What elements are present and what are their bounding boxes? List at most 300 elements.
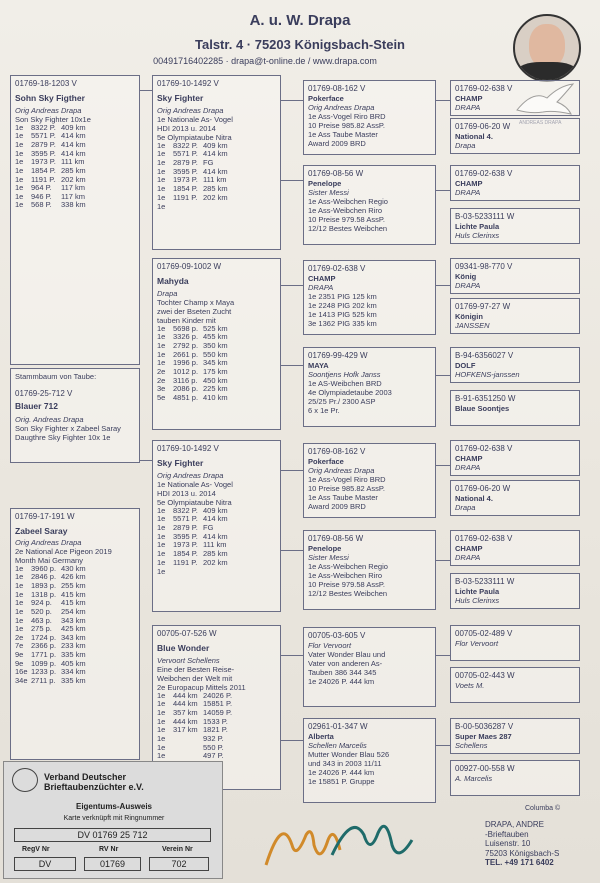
note: zwei der Bseten Zucht <box>157 306 232 316</box>
result-cell: 335 km <box>61 650 86 660</box>
connector <box>436 375 450 376</box>
result-cell: 414 km <box>203 531 228 541</box>
result-cell: 350 km <box>203 341 228 351</box>
owner: Huls Clerinxs <box>455 595 500 605</box>
result-cell: 1e <box>15 140 24 150</box>
result-cell <box>173 744 203 753</box>
ring-number: 01769-02-638 V <box>455 534 513 543</box>
great-grandparent-box <box>450 258 580 294</box>
results-list <box>157 325 276 403</box>
result-cell: 1e <box>15 183 24 193</box>
result-cell: 1724 p. <box>31 632 57 642</box>
note: 1e 24026 P. 444 km <box>308 767 375 777</box>
pigeon-name: Blaue Soontjes <box>455 403 510 413</box>
result-cell: 1e <box>157 548 166 558</box>
result-cell: 3960 p. <box>31 563 57 573</box>
association-logo-icon <box>12 768 38 792</box>
stammbaum-label: Stammbaum von Taube: <box>15 372 97 381</box>
pigeon-name: CHAMP <box>455 93 483 103</box>
result-cell: 2366 p. <box>31 641 57 651</box>
note: 1e Ass Taube Master <box>308 129 378 139</box>
result-cell: 1e <box>157 699 166 709</box>
result-cell: 5698 p. <box>173 323 199 333</box>
result-cell: 343 km <box>61 632 86 642</box>
col-value: 01769 <box>84 857 141 871</box>
owner: DRAPA <box>455 102 481 112</box>
result-cell: 285 km <box>203 183 228 193</box>
result-cell: 1e <box>157 733 166 743</box>
grandparent-box <box>303 443 436 518</box>
result-cell: 24026 P. <box>203 690 233 700</box>
parent-box-mahyda <box>152 258 281 430</box>
ring-number: B-03-5233111 W <box>455 577 515 586</box>
ring-number: B-91-6351250 W <box>455 394 516 403</box>
note: 10 Preise 985.82 AssP. <box>308 120 385 130</box>
great-grandparent-box <box>450 573 580 609</box>
result-cell: 1e <box>15 572 24 582</box>
pigeon-name: MAYA <box>308 360 329 370</box>
owner: Orig Andreas Drapa <box>308 102 375 112</box>
result-cell: 317 km <box>173 725 198 735</box>
footer-brand: Columba © <box>525 805 561 812</box>
pigeon-name: Alberta <box>308 731 334 741</box>
association-name <box>44 772 144 793</box>
result-cell: 345 km <box>203 358 228 368</box>
result-cell: 1099 p. <box>31 658 57 668</box>
col-header: RegV Nr <box>22 846 50 853</box>
connector <box>281 365 303 366</box>
note: 5e Olympiataube Nitra <box>157 132 232 142</box>
ring-number: 01769-25-712 V <box>15 389 73 398</box>
result-cell: 414 km <box>61 140 86 150</box>
great-grandparent-box <box>450 760 580 796</box>
pigeon-name: König <box>455 271 477 281</box>
result-cell: 414 km <box>61 148 86 158</box>
result-cell: 1e <box>15 131 24 141</box>
note: 1e Nationale As- Vogel <box>157 479 233 489</box>
note: 1e <box>157 202 166 212</box>
pigeon-name: Königin <box>455 311 483 321</box>
result-cell: 426 km <box>61 572 86 582</box>
owner: Orig Andreas Drapa <box>15 105 82 115</box>
note: 5e Olympiataube Nitra <box>157 497 232 507</box>
result-cell: 1e <box>15 148 24 158</box>
owner: DRAPA <box>455 462 481 472</box>
breeder-contact: 00491716402285 · drapa@t-online.de / www.drapa.com <box>153 56 377 66</box>
result-cell: 414 km <box>203 514 228 524</box>
owner: A. Marcelis <box>455 773 493 783</box>
col-value: DV <box>14 857 76 871</box>
ring-number: 00705-03-605 V <box>308 631 366 640</box>
ring-number: 00705-02-443 W <box>455 671 515 680</box>
note: 12/12 Bestes Weibchen <box>308 588 388 598</box>
result-cell: 5571 P. <box>31 131 56 141</box>
result-cell: 2e <box>157 366 166 376</box>
result-cell: 3e <box>157 384 166 394</box>
result-cell: 8322 P. <box>173 140 198 150</box>
grandparent-box <box>303 165 436 245</box>
note: 10 Preise 985.82 AssP. <box>308 483 385 493</box>
result-cell: 2879 P. <box>31 140 56 150</box>
result-cell: 111 km <box>61 157 85 167</box>
ring-number: 01769-18-1203 V <box>15 79 77 88</box>
parent-box-sky-fighter <box>152 75 281 250</box>
note: 1e 24026 P. 444 km <box>308 676 375 686</box>
result-cell: 1e <box>157 175 166 185</box>
result-cell: 463 p. <box>31 615 52 625</box>
result-cell: 5e <box>157 392 166 402</box>
connector <box>281 470 303 471</box>
portrait-image <box>513 14 581 82</box>
result-cell: 1893 p. <box>31 581 57 591</box>
result-cell: 1e <box>157 716 166 726</box>
result-cell: 334 km <box>61 667 86 677</box>
owner: Schellen Marcelis <box>308 740 367 750</box>
great-grandparent-box <box>450 625 580 661</box>
pigeon-name: DOLF <box>455 360 476 370</box>
result-cell: 924 p. <box>31 598 52 608</box>
address-line: 75203 Königsbach-S <box>485 848 560 858</box>
connector <box>281 550 303 551</box>
result-cell: 16e <box>15 667 28 677</box>
owner: Orig. Andreas Drapa <box>15 414 84 424</box>
result-cell: 1533 P. <box>203 716 228 726</box>
pigeon-name: CHAMP <box>455 543 483 553</box>
result-cell: 343 km <box>61 615 86 625</box>
result-cell: 550 P. <box>203 742 224 752</box>
owner: Drapa <box>455 140 476 150</box>
note: 1e Nationale As- Vogel <box>157 114 233 124</box>
owner: HOFKENS-janssen <box>455 369 520 379</box>
result-cell: 2e <box>157 375 166 385</box>
result-cell: 1771 p. <box>31 650 57 660</box>
result-cell: 444 km <box>173 699 198 709</box>
result-cell: 111 km <box>203 175 227 185</box>
result-cell: 1e <box>15 615 24 625</box>
connector <box>140 460 152 461</box>
owner: Orig Andreas Drapa <box>157 470 224 480</box>
note: HDI 2013 u. 2014 <box>157 488 216 498</box>
result-cell: 2879 P. <box>173 523 198 533</box>
result-cell: 1191 P. <box>173 192 198 202</box>
pigeon-name: Penelope <box>308 178 342 188</box>
connector <box>281 740 303 741</box>
great-grandparent-box <box>450 118 580 154</box>
connector <box>436 655 450 656</box>
result-cell: 415 km <box>61 598 86 608</box>
owner: Flor Vervoort <box>308 640 352 650</box>
connector <box>140 90 152 91</box>
note: Award 2009 BRD <box>308 138 366 148</box>
result-cell: 1e <box>157 341 166 351</box>
great-grandparent-box <box>450 165 580 201</box>
result-cell: 2792 p. <box>173 341 199 351</box>
result-cell: 1e <box>15 165 24 175</box>
result-cell: 5571 P. <box>173 514 198 524</box>
result-cell: 1191 P. <box>31 174 56 184</box>
result-cell: 430 km <box>61 563 86 573</box>
result-cell: 415 km <box>61 589 86 599</box>
result-cell <box>173 752 203 761</box>
result-cell: 2879 P. <box>173 158 198 168</box>
result-cell: 1e <box>15 589 24 599</box>
ring-number: 01769-08-162 V <box>308 447 366 456</box>
result-cell: 1e <box>15 157 24 167</box>
owner: Soontjens Hofk Janss <box>308 369 381 379</box>
grandparent-box <box>303 718 436 803</box>
owner: DRAPA <box>308 282 334 292</box>
note: Tochter Champ x Maya <box>157 297 235 307</box>
result-cell: 455 km <box>203 332 228 342</box>
result-cell: 9e <box>15 650 24 660</box>
result-cell: 525 km <box>203 323 228 333</box>
pigeon-name: Penelope <box>308 543 342 553</box>
ring-number: 09341-98-770 V <box>455 262 513 271</box>
note: Month Mai Germany <box>15 555 83 565</box>
connector <box>281 285 303 286</box>
parent-box-sky-fighter-2 <box>152 440 281 612</box>
result-cell: 1821 P. <box>203 725 228 735</box>
result-cell: 409 km <box>203 140 228 150</box>
result-cell: 1e <box>157 192 166 202</box>
owner: Sister Messi <box>308 552 349 562</box>
result-cell: 202 km <box>203 557 228 567</box>
owner: DRAPA <box>455 280 481 290</box>
note: Award 2009 BRD <box>308 501 366 511</box>
result-cell: 1973 P. <box>31 157 56 167</box>
pigeon-name: Blauer 712 <box>15 400 58 411</box>
result-cell: 2e <box>15 632 24 642</box>
note: 1e 1413 PIG 525 km <box>308 309 377 319</box>
result-cell: 1e <box>15 191 24 201</box>
result-cell: 1e <box>15 174 24 184</box>
results-list <box>157 142 276 202</box>
pigeon-name: National 4. <box>455 493 493 503</box>
result-cell: FG <box>203 158 214 168</box>
result-cell: 450 km <box>203 375 228 385</box>
result-cell: 175 km <box>203 366 228 376</box>
connector <box>436 745 450 746</box>
note: 1e 2248 PIG 202 km <box>308 300 377 310</box>
result-cell: 568 P. <box>31 200 52 210</box>
connector <box>281 100 303 101</box>
note: und 343 in 2003 11/11 <box>308 758 382 768</box>
pigeon-name: CHAMP <box>455 453 483 463</box>
ring-number: B-00-5036287 V <box>455 722 514 731</box>
note: 1e Ass-Vogel Riro BRD <box>308 111 386 121</box>
pigeon-name: Lichte Paula <box>455 586 500 596</box>
great-grandparent-box <box>450 530 580 566</box>
ring-number: 01769-08-162 V <box>308 84 366 93</box>
ring-number: 01769-02-638 V <box>455 444 513 453</box>
result-cell: 414 km <box>61 131 86 141</box>
ring-number: 00927-00-558 W <box>455 764 515 773</box>
result-cell: 4851 p. <box>173 392 199 402</box>
pigeon-name: Sky Fighter <box>157 457 204 468</box>
result-cell: 1191 P. <box>173 557 198 567</box>
result-cell: 202 km <box>203 192 228 202</box>
result-cell: 444 km <box>173 690 198 700</box>
owner: Orig Andreas Drapa <box>15 537 82 547</box>
ring-number: 01769-02-638 V <box>455 169 513 178</box>
note: 2e Europacup Mittels 2011 <box>157 682 246 692</box>
result-cell: 1e <box>157 323 166 333</box>
note: 1e Ass-Weibchen Riro <box>308 205 383 215</box>
result-cell: 1e <box>157 742 166 752</box>
result-cell: 338 km <box>61 200 86 210</box>
great-grandparent-box <box>450 667 580 703</box>
owner: Orig Andreas Drapa <box>308 465 375 475</box>
result-cell: 1854 P. <box>173 548 198 558</box>
owner: Drapa <box>455 502 476 512</box>
grandparent-box <box>303 260 436 335</box>
result-cell: 254 km <box>61 606 86 616</box>
result-cell: 1e <box>157 514 166 524</box>
grandparent-box <box>303 347 436 427</box>
connector <box>281 655 303 656</box>
note: Son Sky Fighter x Zabeel Saray <box>15 423 121 433</box>
ring-number: 01769-08-56 W <box>308 169 364 178</box>
note: 1e AS-Weibchen BRD <box>308 378 382 388</box>
result-cell: 5571 P. <box>173 149 198 159</box>
note: 1e 2351 PIG 125 km <box>308 291 377 301</box>
result-cell: 3595 P. <box>173 166 198 176</box>
note: 1e <box>157 567 166 577</box>
note: 12/12 Bestes Weibchen <box>308 223 388 233</box>
connector <box>436 190 450 191</box>
results-list <box>157 692 276 761</box>
result-cell: 405 km <box>61 658 86 668</box>
pigeon-name: Pokerface <box>308 93 344 103</box>
result-cell: 1e <box>157 505 166 515</box>
result-cell: 1e <box>157 557 166 567</box>
pigeon-name: CHAMP <box>455 178 483 188</box>
ring-number: 00705-07-526 W <box>157 629 217 638</box>
result-cell: 3595 P. <box>173 531 198 541</box>
great-grandparent-box <box>450 208 580 244</box>
pigeon-name: Mahyda <box>157 275 189 286</box>
result-cell: 1854 P. <box>31 165 56 175</box>
ring-number: 01769-10-1492 V <box>157 444 219 453</box>
result-cell: 1e <box>157 332 166 342</box>
result-cell: 8322 P. <box>173 505 198 515</box>
result-cell: 1e <box>157 690 166 700</box>
result-cell: 932 P. <box>203 733 224 743</box>
grandparent-box <box>303 530 436 610</box>
result-cell: 1996 p. <box>173 358 199 368</box>
result-cell: 520 p. <box>31 606 52 616</box>
grandparent-box <box>303 80 436 155</box>
result-cell <box>173 735 203 744</box>
note: 1e Ass-Weibchen Regio <box>308 561 388 571</box>
result-cell: 3326 p. <box>173 332 199 342</box>
great-grandparent-box <box>450 80 580 116</box>
breeder-address: Talstr. 4 · 75203 Königsbach-Stein <box>195 37 405 52</box>
result-cell: 8322 P. <box>31 122 56 132</box>
ring-number: 02961-01-347 W <box>308 722 368 731</box>
result-cell: 15851 P. <box>203 699 233 709</box>
owner: Schellens <box>455 740 488 750</box>
great-grandparent-box <box>450 718 580 754</box>
result-cell: 285 km <box>61 165 86 175</box>
note: tauben Kinder mit <box>157 315 216 325</box>
result-cell: 425 km <box>61 624 86 634</box>
result-cell: 202 km <box>61 174 86 184</box>
result-cell: 1318 p. <box>31 589 57 599</box>
ring-number: 01769-08-56 W <box>308 534 364 543</box>
note: Tauben 386 344 345 <box>308 667 377 677</box>
result-cell: 1e <box>157 140 166 150</box>
owner: JANSSEN <box>455 320 490 330</box>
result-cell: 1973 P. <box>173 540 198 550</box>
note: Weibchen der Welt mit <box>157 673 233 683</box>
result-cell: 3595 P. <box>31 148 56 158</box>
result-cell: 410 km <box>203 392 228 402</box>
result-cell: 1e <box>15 624 24 634</box>
result-cell: 111 km <box>203 540 227 550</box>
card-ring-number: DV 01769 25 712 <box>14 828 211 842</box>
ring-number: 01769-97-27 W <box>455 302 511 311</box>
results-list <box>157 507 276 567</box>
result-cell: FG <box>203 523 214 533</box>
pigeon-name: Super Maes 287 <box>455 731 512 741</box>
signature-icon <box>262 805 422 875</box>
result-cell: 117 km <box>61 183 86 193</box>
connector <box>436 465 450 466</box>
result-cell: 1e <box>157 183 166 193</box>
owner: Huls Clerinxs <box>455 230 500 240</box>
results-list <box>15 124 135 210</box>
note: Vater von anderen As- <box>308 658 383 668</box>
connector <box>436 100 450 101</box>
result-cell: 2086 p. <box>173 384 199 394</box>
result-cell: 1e <box>157 523 166 533</box>
result-cell: 2661 p. <box>173 349 199 359</box>
note: 1e Ass Taube Master <box>308 492 378 502</box>
ring-number: 01769-17-191 W <box>15 512 75 521</box>
address-line: DRAPA, ANDRE <box>485 820 544 829</box>
note: HDI 2013 u. 2014 <box>157 123 216 133</box>
card-note: Karte verknüpft mit Ringnummer <box>63 815 165 822</box>
great-grandparent-box <box>450 347 580 383</box>
result-cell: 1e <box>157 158 166 168</box>
pigeon-name: National 4. <box>455 131 493 141</box>
result-cell: 1233 p. <box>31 667 57 677</box>
result-cell: 225 km <box>203 384 228 394</box>
owner: DRAPA <box>455 187 481 197</box>
owner: Flor Vervoort <box>455 638 499 648</box>
great-grandparent-box <box>450 440 580 476</box>
note: 6 x 1e Pr. <box>308 405 340 415</box>
result-cell: 414 km <box>203 166 228 176</box>
result-cell: 335 km <box>61 675 86 685</box>
great-grandparent-box <box>450 390 580 426</box>
great-grandparent-box <box>450 480 580 516</box>
result-cell: 117 km <box>61 191 86 201</box>
pigeon-name: CHAMP <box>308 273 336 283</box>
org-line: Brieftaubenzüchter e.V. <box>44 782 144 793</box>
result-cell: 7e <box>15 641 24 651</box>
pigeon-name: Sky Fighter <box>157 92 204 103</box>
address-line: -Brieftauben <box>485 829 529 839</box>
result-cell: 946 P. <box>31 191 52 201</box>
result-cell: 1e <box>157 349 166 359</box>
owner: Orig Andreas Drapa <box>157 105 224 115</box>
result-cell: 409 km <box>61 122 86 132</box>
col-value: 702 <box>149 857 209 871</box>
card-title: Eigentums-Ausweis <box>75 802 152 811</box>
stammbaum-box <box>10 368 140 463</box>
